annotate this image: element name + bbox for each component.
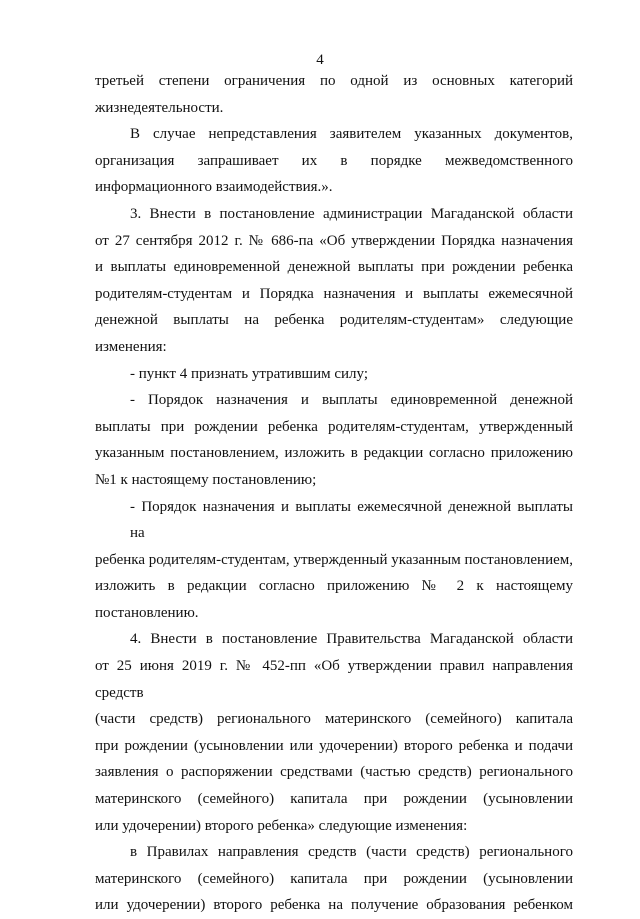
text-line: жизнедеятельности.: [95, 99, 224, 116]
paragraph: [95, 494, 573, 627]
text-line: или удочерении) второго ребенка на получение образования ребенком: [95, 897, 573, 914]
text-line: материнского (семейного) капитала при рождении (усыновлении: [95, 870, 573, 887]
text-line: третьей степени ограничения по одной из основных категорий: [95, 73, 573, 89]
text-line: денежной выплаты на ребенка родителям-студентам» следующие: [95, 312, 573, 329]
paragraph: [95, 626, 573, 839]
text-line: от 27 сентября 2012 г. № 686-па «Об утверждении Порядка назначения: [95, 232, 573, 249]
text-line: при рождении (усыновлении или удочерении) второго ребенка и подачи: [95, 737, 573, 754]
text-line: В случае непредставления заявителем указанных документов,: [130, 126, 573, 143]
text-line: постановлению.: [95, 604, 199, 621]
text-line: или удочерении) второго ребенка» следующие изменения:: [95, 817, 468, 834]
paragraph: [95, 839, 573, 919]
text-line: - Порядок назначения и выплаты единовременной денежной: [130, 392, 573, 409]
text-line: организация запрашивает их в порядке межведомственного: [95, 152, 573, 169]
text-line: - пункт 4 признать утратившим силу;: [130, 365, 369, 382]
text-line: 3. Внести в постановление администрации Магаданской области: [130, 205, 573, 222]
text-line: - Порядок назначения и выплаты ежемесячной денежной выплаты на: [130, 498, 573, 542]
text-line: материнского (семейного) капитала при рождении (усыновлении: [95, 791, 573, 808]
text-line: (части средств) регионального материнского (семейного) капитала: [95, 711, 573, 728]
text-line: и выплаты единовременной денежной выплаты при рождении ребенка: [95, 259, 573, 276]
text-line: от 25 июня 2019 г. № 452-пп «Об утверждении правил направления средств: [95, 658, 573, 701]
text-line: 4. Внести в постановление Правительства Магаданской области: [130, 631, 573, 648]
paragraph: [95, 387, 573, 493]
paragraph: [95, 68, 573, 121]
text-line: указанным постановлением, изложить в редакции согласно приложению: [95, 445, 573, 462]
paragraph: [95, 361, 573, 388]
text-line: №1 к настоящему постановлению;: [95, 471, 317, 488]
paragraph: [95, 121, 573, 201]
text-line: в Правилах направления средств (части средств) регионального: [130, 844, 573, 861]
page-number: 4: [316, 52, 324, 68]
text-line: информационного взаимодействия.».: [95, 179, 333, 196]
text-line: ребенка родителям-студентам, утвержденный указанным постановлением,: [95, 551, 573, 568]
paragraph: [95, 201, 573, 361]
text-line: родителям-студентам и Порядка назначения и выплаты ежемесячной: [95, 285, 573, 302]
text-line: заявления о распоряжении средствами (частью средств) регионального: [95, 764, 573, 781]
document-body: [95, 68, 573, 919]
text-line: выплаты при рождении ребенка родителям-студентам, утвержденный: [95, 418, 573, 435]
text-line: изложить в редакции согласно приложению № 2 к настоящему: [95, 578, 573, 595]
text-line: изменения:: [95, 338, 167, 355]
